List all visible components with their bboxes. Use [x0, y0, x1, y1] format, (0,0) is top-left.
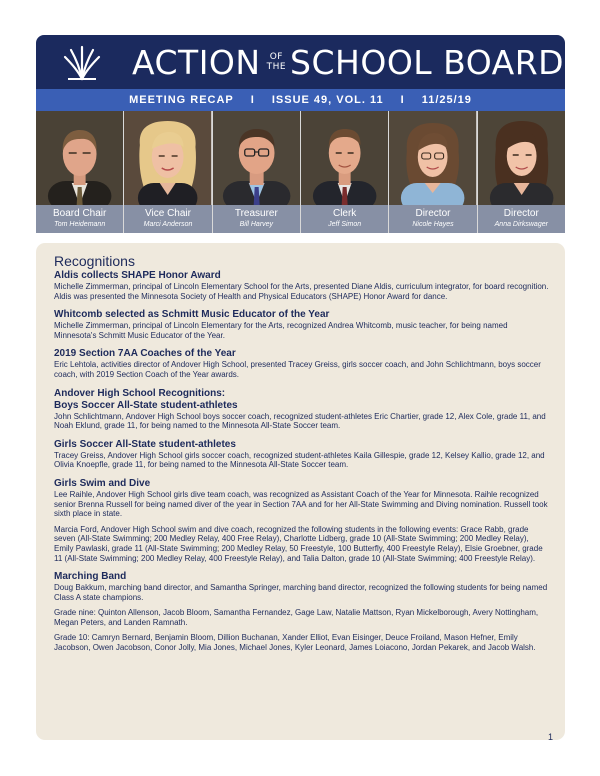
page-number: 1 — [548, 732, 554, 742]
member-photo — [478, 111, 565, 205]
member-caption — [301, 205, 388, 233]
member-name: Bill Harvey — [239, 221, 274, 228]
member-name: Tom Heidemann — [54, 221, 106, 228]
item-body: Michelle Zimmerman, principal of Lincoln Elementary School for the Arts, presented Diane Aldis, curriculum integrator, for board recognition. Aldis was presented the Minnesota Society of Health and Physical Educators (SHAPE) Honor Award for dance. — [54, 282, 549, 301]
member-caption — [389, 205, 476, 233]
member-caption — [213, 205, 300, 233]
issue-band — [36, 89, 565, 111]
section-title: Recognitions — [54, 253, 135, 269]
member-caption — [478, 205, 565, 233]
member-role: Vice Chair — [145, 208, 191, 219]
board-members — [36, 111, 565, 233]
item-title: Whitcomb selected as Schmitt Music Educator of the Year — [54, 309, 330, 321]
member-role: Director — [415, 208, 451, 219]
member-role: Clerk — [332, 208, 357, 219]
meeting-recap-label: MEETING RECAP — [129, 94, 234, 106]
member-photo — [36, 111, 123, 205]
board-member — [300, 111, 388, 233]
board-member — [123, 111, 211, 233]
title-the: THE — [266, 62, 287, 72]
member-photo — [124, 111, 211, 205]
member-name: Nicole Hayes — [412, 221, 454, 228]
member-caption — [36, 205, 123, 233]
item-body: John Schlichtmann, Andover High School boys soccer coach, recognized student-athletes Eric Chartier, grade 12, Alex Cole, grade 11, and Noah Eklund, grade 11, for being named to the Minnesota All-State Soccer team. — [54, 411, 546, 431]
item-body: Lee Raihle, Andover High School girls dive team coach, was recognized as Assistant Coach of the Year for Minnesota. Raihle recognized senior Brenna Russell for being named diver of the year in Section 7AA and for her All-State Swimming and Diving nomination. Russell took sixth place in state. — [54, 489, 548, 519]
item-body: Marcia Ford, Andover High School swim and dive coach, recognized the following students in the following events: Grace Rabb, grade seven (All-State Swimming; 200 Medley Relay, 400 Free Relay), Charlotte Lidberg, grade 10 (All-State Swimming; 200 Medley Relay), Emily Pawlaski, grade 11 (All-State Swimming; 200 Medley Relay, 50 Freestyle, 100 Butterfly, 400 Freestyle Relay), Elsie Groebner, grade 11 (All-State Swimming; 200 Medley Relay, 400 Freestyle Relay), and Talia Dalton, grade 10 (All-State Swimming; 400 Freestyle Relay). — [54, 524, 543, 563]
board-member — [388, 111, 476, 233]
member-name: Anna Dirkswager — [494, 221, 548, 228]
item-title: Girls Swim and Dive — [54, 477, 151, 489]
item-body: Grade nine: Quinton Allenson, Jacob Bloom, Samantha Fernandez, Gage Law, Natalie Mattson, Ryan Mickelborough, Avery Nottingham, Megan Peters, and Landen Ramnath. — [54, 608, 539, 627]
board-member — [212, 111, 300, 233]
member-role: Board Chair — [52, 208, 107, 219]
date-label: 11/25/19 — [421, 94, 472, 106]
wheat-sheaf-icon — [62, 43, 102, 83]
item-body: Doug Bakkum, marching band director, and Samantha Springer, marching band director, recognized the following students for being named Class A state champions. — [54, 583, 548, 602]
member-photo — [389, 111, 476, 205]
board-member — [477, 111, 565, 233]
member-photo — [301, 111, 388, 205]
item-body: Michelle Zimmerman, principal of Lincoln Elementary for the Arts, recognized Andrea Whitcomb, music teacher, for being named Minnesota's Schmitt Music Educator of the Year. — [54, 321, 508, 340]
item-body: Grade 10: Camryn Bernard, Benjamin Bloom, Dillion Buchanan, Xander Elliot, Evan Eisinger, Deuce Froiland, Mason Hefner, Emily Jacobson, Owen Jacobson, Conor Jolly, Mia Jones, Michael Jones, Kyler Leonard, James Loiacono, Jordan Pekarek, and Jacob Walsh. — [54, 633, 536, 653]
item-title: Aldis collects SHAPE Honor Award — [54, 270, 221, 281]
issue-label: ISSUE 49, VOL. 11 — [271, 94, 384, 106]
item-body: Tracey Greiss, Andover High School girls soccer coach, recognized student-athletes Kaila Gillespie, grade 12, Kelsey Kallio, grade 12, and Olivia Knoepfle, grade 11, for being named to the Minnesota All-State Soccer team. — [54, 450, 545, 470]
title-of-the — [267, 52, 286, 72]
masthead-title — [132, 41, 564, 83]
item-title: 2019 Section 7AA Coaches of the Year — [54, 348, 236, 360]
band-separator: I — [250, 94, 255, 106]
item-body: Eric Lehtola, activities director of Andover High School, presented Tracey Greiss, girls soccer coach, and John Schlichtmann, boys soccer coach, with 2019 Section Coach of the Year awards. — [54, 360, 541, 379]
recognitions-panel — [36, 243, 565, 740]
item-title: Andover High School Recognitions: — [54, 387, 226, 399]
member-role: Treasurer — [234, 208, 278, 219]
masthead — [36, 35, 565, 89]
title-school-board: SCHOOL BOARD — [290, 42, 565, 82]
item-title: Marching Band — [54, 571, 127, 583]
item-title: Girls Soccer All-State student-athletes — [54, 438, 236, 450]
member-role: Director — [503, 208, 539, 219]
band-separator: I — [400, 94, 405, 106]
member-caption — [124, 205, 211, 233]
title-of: OF — [269, 52, 283, 62]
title-action: ACTION — [132, 42, 261, 82]
item-title: Boys Soccer All-State student-athletes — [54, 399, 238, 411]
board-member — [36, 111, 123, 233]
member-name: Marci Anderson — [143, 221, 193, 228]
member-photo — [213, 111, 300, 205]
member-name: Jeff Simon — [328, 221, 362, 228]
